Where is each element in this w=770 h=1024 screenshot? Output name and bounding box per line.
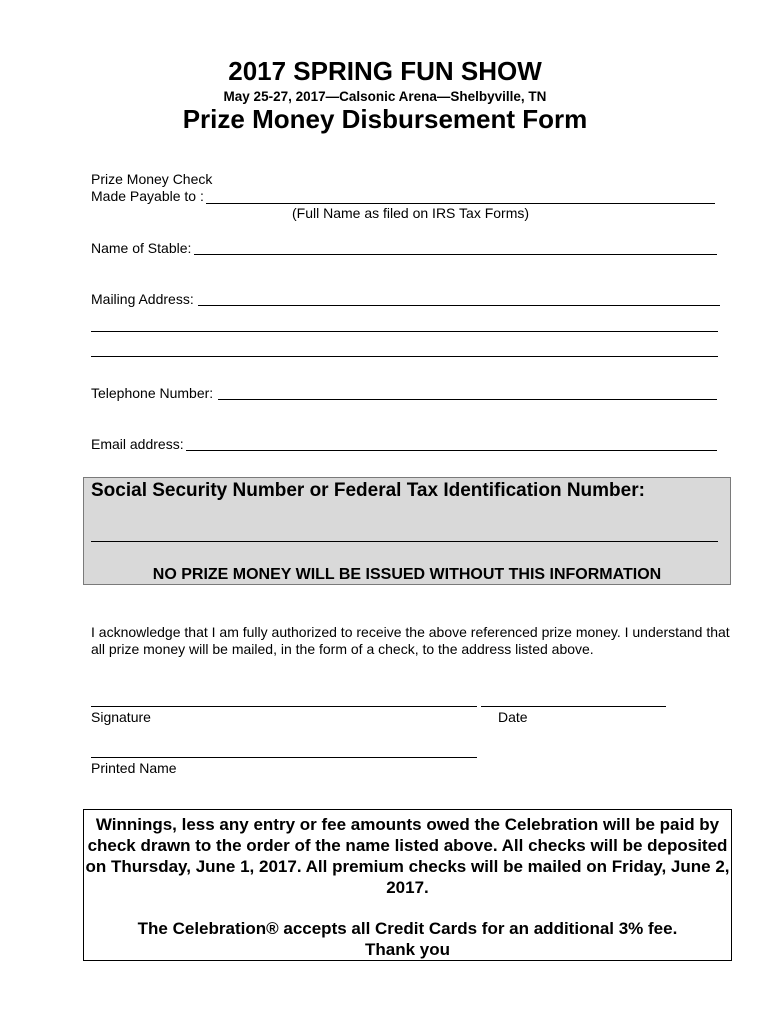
email-label: Email address: — [91, 436, 184, 452]
payment-info-text — [83, 814, 732, 960]
payment-schedule-text: Winnings, less any entry or fee amounts owed the Celebration will be paid by check drawn to the order of the name listed above. All checks will be deposited on Thursday, June 1, 2017. All premium checks will be mailed on Friday, June 2, 2017. — [85, 815, 730, 897]
ssn-field[interactable] — [91, 541, 718, 542]
signature-label: Signature — [91, 709, 151, 725]
credit-card-note: The Celebration® accepts all Credit Cards for an additional 3% fee. — [137, 919, 678, 938]
ssn-warning: NO PRIZE MONEY WILL BE ISSUED WITHOUT THIS INFORMATION — [152, 566, 662, 583]
email-field[interactable] — [186, 450, 717, 451]
mailing-address-label: Mailing Address: — [91, 291, 194, 307]
date-field[interactable] — [481, 706, 666, 707]
signature-field[interactable] — [91, 706, 477, 707]
printed-name-field[interactable] — [91, 757, 477, 758]
payable-label-line1: Prize Money Check — [91, 171, 213, 187]
page-title: 2017 SPRING FUN SHOW — [228, 56, 542, 86]
telephone-field[interactable] — [218, 399, 717, 400]
mailing-address-field-line2[interactable] — [91, 331, 718, 332]
payable-to-field[interactable] — [206, 203, 715, 204]
payable-label-line2: Made Payable to : — [91, 188, 204, 204]
mailing-address-field-line3[interactable] — [91, 356, 718, 357]
date-label: Date — [498, 709, 528, 725]
printed-name-label: Printed Name — [91, 760, 177, 776]
acknowledgement-text: I acknowledge that I am fully authorized to receive the above referenced prize money. I understand that all prize money will be mailed, in the form of a check, to the address listed above. — [91, 624, 730, 657]
form-title: Prize Money Disbursement Form — [182, 104, 588, 134]
stable-field[interactable] — [194, 254, 717, 255]
event-subtitle: May 25-27, 2017—Calsonic Arena—Shelbyville, TN — [223, 89, 547, 104]
payable-note: (Full Name as filed on IRS Tax Forms) — [292, 205, 530, 221]
telephone-label: Telephone Number: — [91, 385, 214, 401]
ssn-title: Social Security Number or Federal Tax Identification Number: — [91, 480, 645, 501]
mailing-address-field[interactable] — [198, 305, 720, 306]
thank-you-text: Thank you — [364, 940, 450, 959]
stable-label: Name of Stable: — [91, 240, 192, 256]
